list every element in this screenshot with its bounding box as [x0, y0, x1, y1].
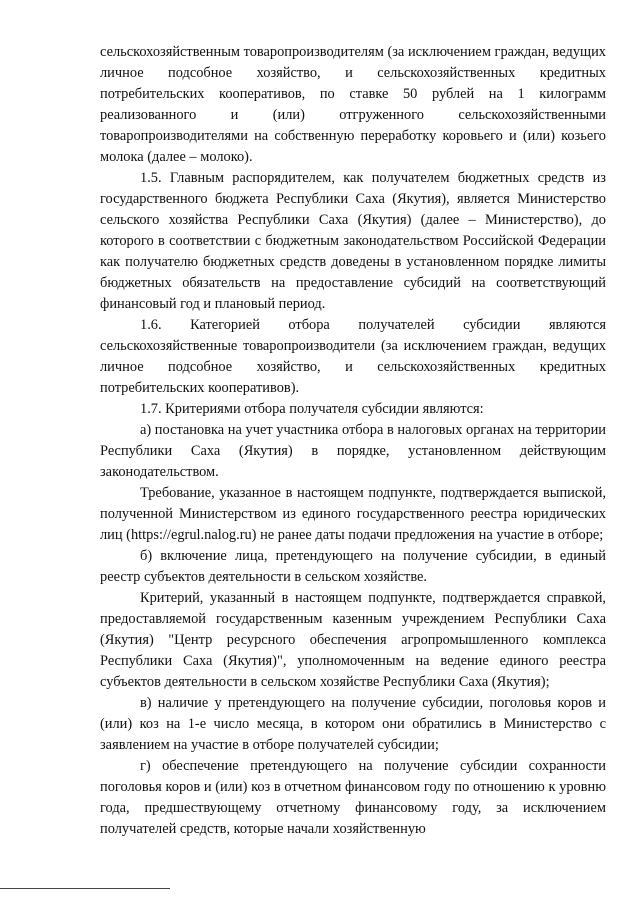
document-page: [100, 42, 606, 840]
footer-rule: [0, 888, 170, 889]
paragraph-requirement-a: Требование, указанное в настоящем подпункте, подтверждается выпиской, полученной Министерством из единого государственного реестра юридических лиц (https://egrul.nalog.ru) не ранее даты подачи предложения на участие в отборе;: [100, 485, 606, 543]
paragraph-requirement-b: Критерий, указанный в настоящем подпункте, подтверждается справкой, предоставляемой государственным казенным учреждением Республики Саха (Якутия) "Центр ресурсного обеспечения агропромышленного комплекса Республики Саха (Якутия)", уполномоченным на ведение единого реестра субъектов деятельности в сельском хозяйстве Республики Саха (Якутия);: [100, 590, 606, 690]
paragraph-continuation: сельскохозяйственным товаропроизводителям (за исключением граждан, ведущих личное подсобное хозяйство, и сельскохозяйственных кредитных потребительских кооперативов, по ставке 50 рублей на 1 килограмм реализованного и (или) отгруженного сельскохозяйственными товаропроизводителями на собственную переработку коровьего и (или) козьего молока (далее – молоко).: [100, 44, 606, 165]
paragraph-criterion-v: в) наличие у претендующего на получение субсидии, поголовья коров и (или) коз на 1-е число месяца, в котором они обратились в Министерство с заявлением на участие в отборе получателей субсидии;: [100, 695, 606, 753]
paragraph-1-6: 1.6. Категорией отбора получателей субсидии являются сельскохозяйственные товаропроизводители (за исключением граждан, ведущих личное подсобное хозяйство, и сельскохозяйственных кредитных потребительских кооперативов).: [100, 317, 606, 396]
paragraph-1-7: 1.7. Критериями отбора получателя субсидии являются:: [140, 401, 484, 417]
paragraph-criterion-a: а) постановка на учет участника отбора в налоговых органах на территории Республики Саха (Якутия) в порядке, установленном действующим законодательством.: [100, 422, 606, 480]
paragraph-1-5: 1.5. Главным распорядителем, как получателем бюджетных средств из государственного бюджета Республики Саха (Якутия), является Министерство сельского хозяйства Республики Саха (Якутия) (далее – Министерство), до которого в соответствии с бюджетным законодательством Российской Федерации как получателю бюджетных средств доведены в установленном порядке лимиты бюджетных обязательств на предоставление субсидий на соответствующий финансовый год и плановый период.: [100, 170, 606, 312]
paragraph-criterion-g: г) обеспечение претендующего на получение субсидии сохранности поголовья коров и (или) коз в отчетном финансовом году по отношению к уровню года, предшествующему отчетному финансовому году, за исключением получателей средств, которые начали хозяйственную: [100, 758, 606, 837]
paragraph-criterion-b: б) включение лица, претендующего на получение субсидии, в единый реестр субъектов деятельности в сельском хозяйстве.: [100, 548, 606, 585]
